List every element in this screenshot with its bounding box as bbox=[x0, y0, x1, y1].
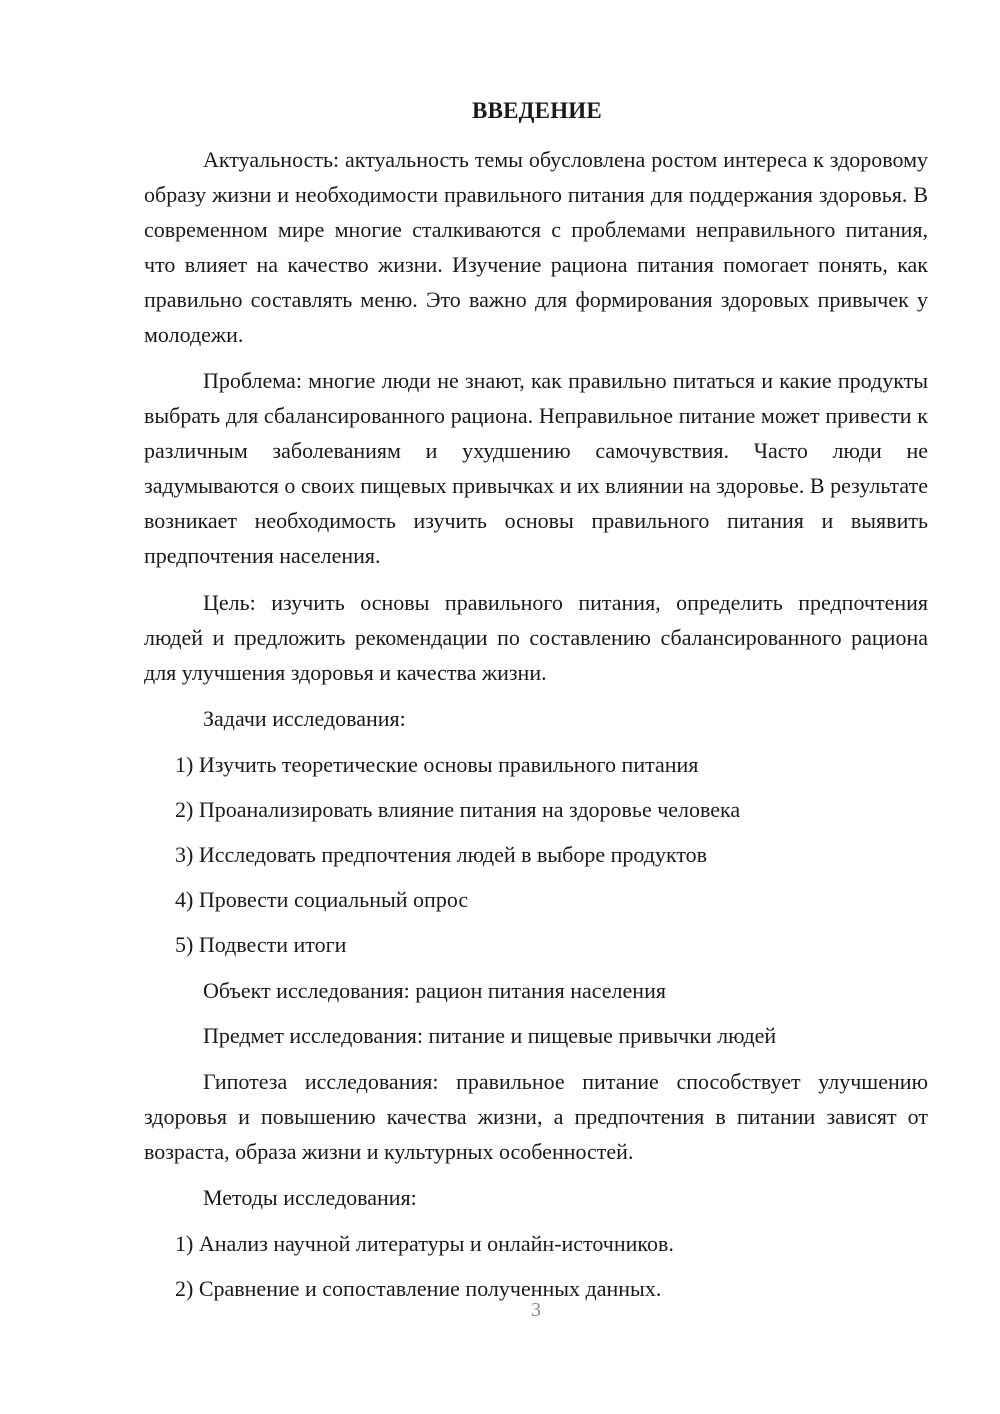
hypothesis-paragraph: Гипотеза исследования: правильное питание способствует улучшению здоровья и повышению качества жизни, а предпочтения в питании зависят от возраста, образа жизни и культурных особенностей. bbox=[144, 1069, 928, 1164]
tasks-heading: Задачи исследования: bbox=[203, 706, 406, 731]
task-item: 5) Подвести итоги bbox=[175, 932, 347, 957]
research-object: Объект исследования: рацион питания населения bbox=[203, 978, 666, 1003]
method-item: 1) Анализ научной литературы и онлайн-источников. bbox=[175, 1231, 674, 1256]
method-item: 2) Сравнение и сопоставление полученных данных. bbox=[175, 1276, 662, 1301]
page-number: 3 bbox=[531, 1299, 541, 1321]
relevance-paragraph: Актуальность: актуальность темы обусловлена ростом интереса к здоровому образу жизни и необходимости правильного питания для поддержания здоровья. В современном мире многие сталкиваются с проблемами неправильного питания, что влияет на качество жизни. Изучение рациона питания помогает понять, как правильно составлять меню. Это важно для формирования здоровых привычек у молодежи. bbox=[144, 147, 928, 347]
research-subject: Предмет исследования: питание и пищевые привычки людей bbox=[203, 1023, 777, 1048]
problem-paragraph: Проблема: многие люди не знают, как правильно питаться и какие продукты выбрать для сбалансированного рациона. Неправильное питание может привести к различным заболеваниям и ухудшению самочувствия. Часто люди не задумываются о своих пищевых привычках и их влиянии на здоровье. В результате возникает необходимость изучить основы правильного питания и выявить предпочтения населения. bbox=[144, 368, 928, 568]
task-item: 4) Провести социальный опрос bbox=[175, 887, 469, 912]
methods-heading: Методы исследования: bbox=[203, 1185, 417, 1210]
task-item: 3) Исследовать предпочтения людей в выборе продуктов bbox=[175, 842, 708, 867]
goal-paragraph: Цель: изучить основы правильного питания, определить предпочтения людей и предложить рекомендации по составлению сбалансированного рациона для улучшения здоровья и качества жизни. bbox=[144, 590, 928, 685]
section-title: ВВЕДЕНИЕ bbox=[472, 98, 602, 123]
task-item: 1) Изучить теоретические основы правильного питания bbox=[175, 752, 699, 777]
task-item: 2) Проанализировать влияние питания на здоровье человека bbox=[175, 797, 741, 822]
